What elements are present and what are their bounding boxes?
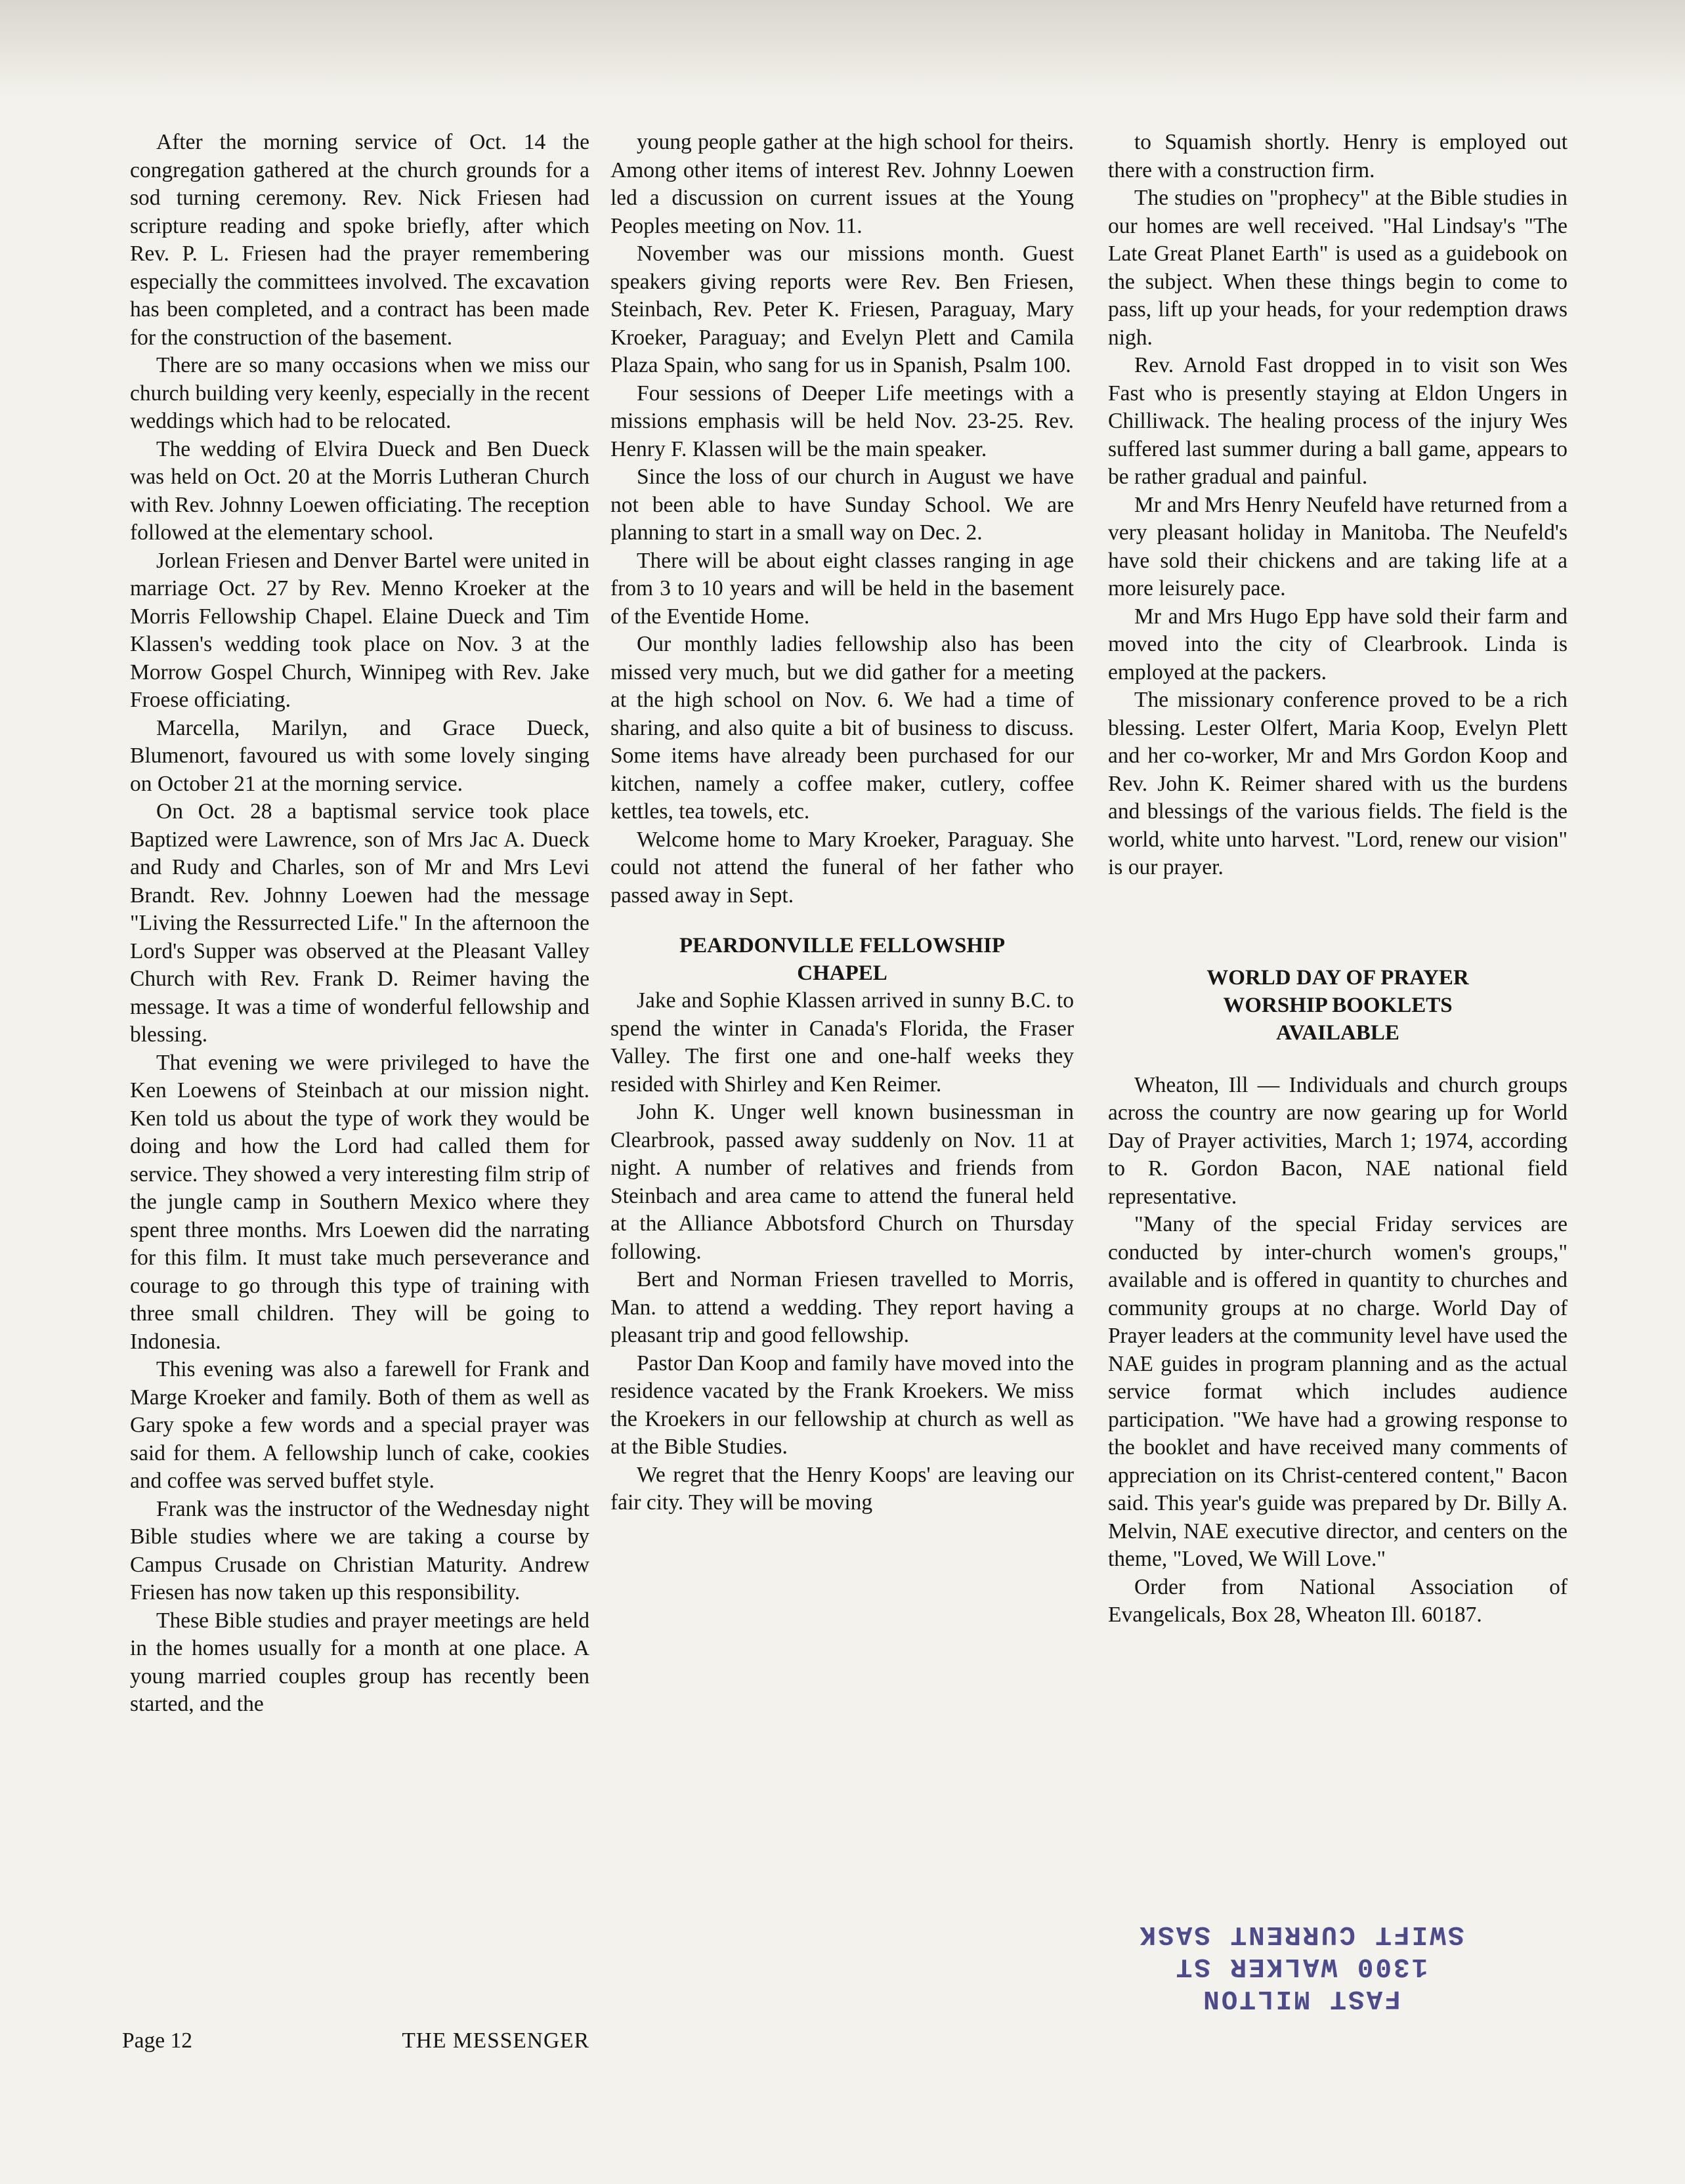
paragraph: Since the loss of our church in August we have not been able to have Sunday School. We are planning to start in a small way on Dec. 2. [610, 465, 1074, 545]
article-column-middle [610, 129, 1074, 1517]
paragraph: Frank was the instructor of the Wednesday night Bible studies where we are taking a course by Campus Crusade on Christian Maturity. Andrew Friesen has now taken up this responsibility. [130, 1496, 589, 1605]
paragraph: We regret that the Henry Koops' are leaving our fair city. They will be moving [610, 1462, 1074, 1515]
paragraph: After the morning service of Oct. 14 the congregation gathered at the church grounds for a sod turning ceremony. Rev. Nick Friesen had scripture reading and spoke briefly, after which Rev. P. L. Friesen had the prayer remembering especially the committees involved. The excavation has been completed, and a contract has been made for the construction of the basement. [130, 130, 589, 350]
heading-line: AVAILABLE [1276, 1020, 1399, 1045]
paragraph: These Bible studies and prayer meetings are held in the homes usually for a month at one place. A young married couples group has recently been started, and the [130, 1608, 589, 1716]
paragraph: There are so many occasions when we miss our church building very keenly, especially in the recent weddings which had to be relocated. [130, 353, 589, 433]
paragraph: November was our missions month. Guest speakers giving reports were Rev. Ben Friesen, Steinbach, Rev. Peter K. Friesen, Paraguay, Mary Kroeker, Paraguay; and Evelyn Plett and Camila Plaza Spain, who sang for us in Spanish, Psalm 100. [610, 242, 1074, 377]
paragraph: Our monthly ladies fellowship also has been missed very much, but we did gather for a meeting at the high school on Nov. 6. We had a time of sharing, and also quite a bit of business to discuss. Some items have already been purchased for our kitchen, namely a coffee maker, cutlery, coffee kettles, tea towels, etc. [610, 632, 1074, 824]
paragraph: "Many of the special Friday services are conducted by inter-church women's groups," available and is offered in quantity to churches and community groups at no charge. World Day of Prayer leaders at the community level have used the NAE guides in program planning and as the actual service format which includes audience participation. "We have had a growing response to the booklet and have received many comments of appreciation on its Christ-centered content," Bacon said. This year's guide was prepared by Dr. Billy A. Melvin, NAE executive director, and centers on the theme, "Loved, We Will Love." [1108, 1212, 1568, 1571]
paragraph: Welcome home to Mary Kroeker, Paraguay. She could not attend the funeral of her father who passed away in Sept. [610, 827, 1074, 908]
paragraph: Jorlean Friesen and Denver Bartel were united in marriage Oct. 27 by Rev. Menno Kroeker at the Morris Fellowship Chapel. Elaine Dueck and Tim Klassen's wedding took place on Nov. 3 at the Morrow Gospel Church, Winnipeg with Rev. Jake Froese officiating. [130, 548, 589, 712]
paragraph: The wedding of Elvira Dueck and Ben Dueck was held on Oct. 20 at the Morris Lutheran Church with Rev. Johnny Loewen officiating. The reception followed at the elementary school. [130, 436, 589, 545]
publication-name: THE MESSENGER [402, 2028, 589, 2053]
paragraph: Bert and Norman Friesen travelled to Morris, Man. to attend a wedding. They report having a pleasant trip and good fellowship. [610, 1267, 1074, 1347]
page-number: Page 12 [122, 2028, 192, 2053]
heading-line: PEARDONVILLE FELLOWSHIP [679, 934, 1005, 957]
paragraph: Rev. Arnold Fast dropped in to visit son Wes Fast who is presently staying at Eldon Ungers in Chilliwack. The healing process of the injury Wes suffered last summer during a ball game, appears to be rather gradual and painful. [1108, 353, 1568, 489]
heading-line: WORLD DAY OF PRAYER [1206, 965, 1469, 990]
heading-line: WORSHIP BOOKLETS [1223, 993, 1453, 1017]
section-heading-peardonville [610, 932, 1074, 987]
paragraph: Marcella, Marilyn, and Grace Dueck, Blumenort, favoured us with some lovely singing on October 21 at the morning service. [130, 715, 589, 796]
stamp-line: FAST MILTON [1201, 1983, 1401, 2013]
heading-line: CHAPEL [797, 961, 887, 985]
address-stamp [1130, 1918, 1472, 2014]
paragraph: Wheaton, Ill — Individuals and church groups across the country are now gearing up for World Day of Prayer activities, March 1; 1974, according to R. Gordon Bacon, NAE national field representative. [1108, 1072, 1568, 1209]
paragraph: Order from National Association of Evangelicals, Box 28, Wheaton Ill. 60187. [1108, 1574, 1568, 1627]
paragraph: Jake and Sophie Klassen arrived in sunny B.C. to spend the winter in Canada's Florida, the Fraser Valley. The first one and one-half weeks they resided with Shirley and Ken Reimer. [610, 988, 1074, 1097]
page-top-edge [0, 0, 1685, 98]
section-heading-world-day-of-prayer [1108, 964, 1568, 1047]
paragraph: That evening we were privileged to have the Ken Loewens of Steinbach at our mission night. Ken told us about the type of work they would be doing and how the Lord had called them for service. They showed a very interesting film strip of the jungle camp in Southern Mexico where they spent three months. Mrs Loewen did the narrating for this film. It must take much perseverance and courage to go through this type of training with three small children. They will be going to Indonesia. [130, 1050, 589, 1354]
paragraph: This evening was also a farewell for Frank and Marge Kroeker and family. Both of them as well as Gary spoke a few words and a special prayer was said for them. A fellowship lunch of cake, cookies and coffee was served buffet style. [130, 1357, 589, 1493]
paragraph: John K. Unger well known businessman in Clearbrook, passed away suddenly on Nov. 11 at night. A number of relatives and friends from Steinbach and area came to attend the funeral held at the Alliance Abbotsford Church on Thursday following. [610, 1100, 1074, 1264]
paragraph: The missionary conference proved to be a rich blessing. Lester Olfert, Maria Koop, Evelyn Plett and her co-worker, Mr and Mrs Gordon Koop and Rev. John K. Reimer shared with us the burdens and blessings of the various fields. The field is the world, white unto harvest. "Lord, renew our vision" is our prayer. [1108, 688, 1568, 879]
paragraph: The studies on "prophecy" at the Bible studies in our homes are well received. "Hal Lindsay's "The Late Great Planet Earth" is used as a guidebook on the subject. When these things begin to come to pass, lift up your heads, for your redemption draws nigh. [1108, 186, 1568, 350]
paragraph: young people gather at the high school for theirs. Among other items of interest Rev. Johnny Loewen led a discussion on current issues at the Young Peoples meeting on Nov. 11. [610, 130, 1074, 238]
paragraph: Pastor Dan Koop and family have moved into the residence vacated by the Frank Kroekers. We miss the Kroekers in our fellowship at church as well as at the Bible Studies. [610, 1351, 1074, 1459]
paragraph: Mr and Mrs Henry Neufeld have returned from a very pleasant holiday in Manitoba. The Neufeld's have sold their chickens and are taking life at a more leisurely pace. [1108, 492, 1568, 600]
paragraph: to Squamish shortly. Henry is employed out there with a construction firm. [1108, 130, 1568, 182]
stamp-line: SWIFT CURRENT SASK [1138, 1919, 1464, 1949]
article-column-right [1108, 129, 1568, 1629]
article-column-left [130, 129, 589, 1719]
paragraph: Mr and Mrs Hugo Epp have sold their farm and moved into the city of Clearbrook. Linda is employed at the packers. [1108, 604, 1568, 684]
paragraph: Four sessions of Deeper Life meetings with a missions emphasis will be held Nov. 23-25. Rev. Henry F. Klassen will be the main speaker. [610, 381, 1074, 461]
stamp-line: 1300 WALKER ST [1174, 1951, 1428, 1981]
paragraph: On Oct. 28 a baptismal service took place Baptized were Lawrence, son of Mrs Jac A. Dueck and Rudy and Charles, son of Mr and Mrs Levi Brandt. Rev. Johnny Loewen had the message "Living the Ressurrected Life." In the afternoon the Lord's Supper was observed at the Pleasant Valley Church with Rev. Frank D. Reimer having the message. It was a time of wonderful fellowship and blessing. [130, 799, 589, 1047]
paragraph: There will be about eight classes ranging in age from 3 to 10 years and will be held in the basement of the Eventide Home. [610, 548, 1074, 629]
